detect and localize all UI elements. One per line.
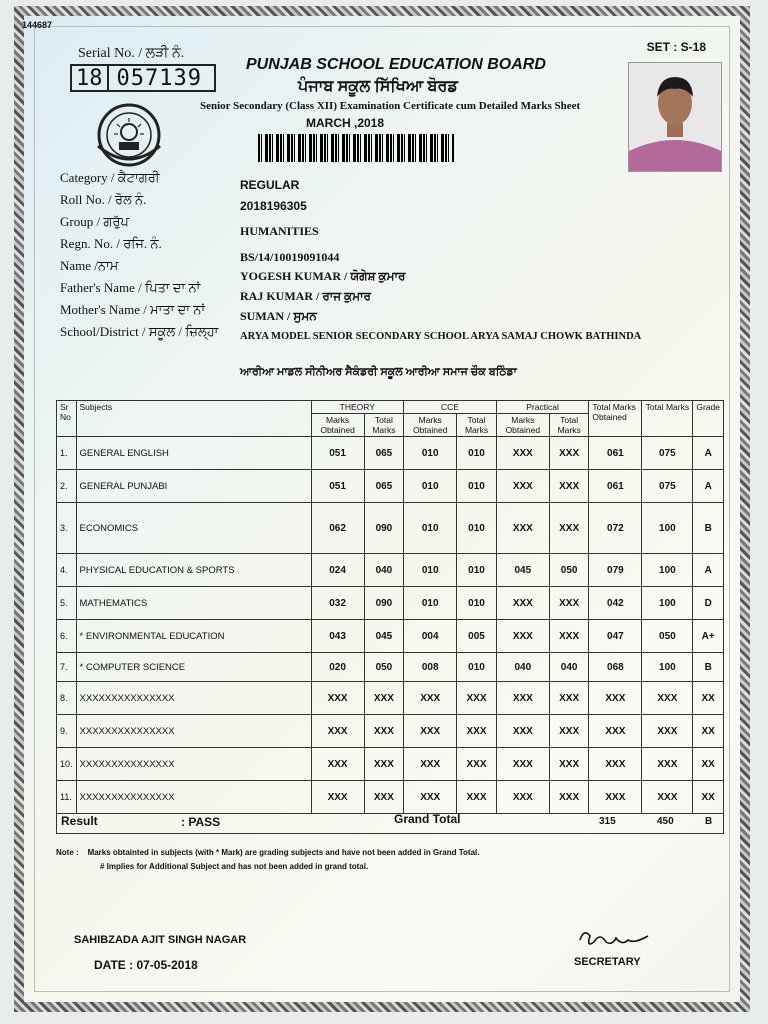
cell-th-t: 040 [364, 554, 403, 587]
cell-th-o: 020 [311, 653, 364, 682]
cell-th-t: XXX [364, 748, 403, 781]
cell-cce-o: 010 [404, 554, 457, 587]
exam-session: MARCH ,2018 [306, 116, 385, 130]
issue-place: SAHIBZADA AJIT SINGH NAGAR [74, 934, 247, 946]
barcode [258, 134, 454, 162]
cell-pr-t: XXX [549, 587, 588, 620]
student-portrait-icon [629, 63, 721, 171]
cell-pr-t: 040 [549, 653, 588, 682]
cell-tot-o: 068 [589, 653, 642, 682]
field-label: School/District / ਸਕੂਲ / ਜ਼ਿਲ੍ਹਾ [60, 324, 219, 339]
result-label: Result [61, 814, 98, 828]
cell-cce-t: XXX [457, 781, 496, 814]
grand-total-label: Grand Total [394, 812, 461, 826]
cell-cce-o: XXX [404, 682, 457, 715]
cell-cce-t: 010 [457, 503, 496, 554]
cell-pr-t: XXX [549, 682, 588, 715]
cell-subject: GENERAL PUNJABI [76, 470, 311, 503]
cell-sr-no: 5. [57, 587, 77, 620]
cell-tot-o: XXX [589, 781, 642, 814]
overall-grade: B [705, 816, 713, 827]
cell-tot: XXX [642, 682, 693, 715]
cell-subject: * ENVIRONMENTAL EDUCATION [76, 620, 311, 653]
header-subjects: Subjects [76, 401, 311, 437]
cell-th-t: 090 [364, 503, 403, 554]
board-name-punjabi: ਪੰਜਾਬ ਸਕੂਲ ਸਿੱਖਿਆ ਬੋਰਡ [298, 78, 458, 95]
cell-cce-o: 008 [404, 653, 457, 682]
header-cce: CCE [404, 401, 497, 414]
cell-pr-o: XXX [496, 781, 549, 814]
field-value: ARYA MODEL SENIOR SECONDARY SCHOOL ARYA SAMAJ CHOWK BATHINDA [240, 331, 642, 342]
marks-table [56, 400, 724, 814]
secretary-signature-icon [576, 926, 652, 952]
cell-pr-o: XXX [496, 748, 549, 781]
cell-grade: B [693, 653, 724, 682]
cell-pr-t: XXX [549, 437, 588, 470]
cell-tot: 100 [642, 503, 693, 554]
cell-grade: A [693, 470, 724, 503]
cell-th-o: XXX [311, 682, 364, 715]
header-theory-obtained: Marks Obtained [311, 414, 364, 437]
school-name-punjabi: ਆਰੀਆ ਮਾਡਲ ਸੀਨੀਅਰ ਸੈਕੰਡਰੀ ਸਕੂਲ ਆਰੀਆ ਸਮਾਜ ਚੌਕ ਬਠਿੰਡਾ [240, 366, 517, 378]
table-row [57, 587, 724, 620]
student-photo [628, 62, 722, 172]
cell-subject: XXXXXXXXXXXXXXX [76, 682, 311, 715]
cell-cce-o: XXX [404, 715, 457, 748]
note-prefix: Note : [56, 848, 79, 857]
serial-number-box [70, 64, 216, 92]
cell-cce-o: 010 [404, 470, 457, 503]
cell-th-t: XXX [364, 781, 403, 814]
cell-pr-t: XXX [549, 503, 588, 554]
field-label: Name /ਨਾਮ [60, 258, 119, 273]
note-line-2: # Implies for Additional Subject and has not been added in grand total. [100, 862, 369, 871]
exam-title: Senior Secondary (Class XII) Examination Certificate cum Detailed Marks Sheet [200, 100, 581, 112]
header-sr-no: Sr No [57, 401, 77, 437]
field-value: YOGESH KUMAR / ਯੋਗੇਸ਼ ਕੁਮਾਰ [240, 269, 406, 283]
cell-pr-o: 045 [496, 554, 549, 587]
cell-cce-t: 010 [457, 437, 496, 470]
cell-tot-o: 072 [589, 503, 642, 554]
cell-sr-no: 3. [57, 503, 77, 554]
cell-subject: XXXXXXXXXXXXXXX [76, 715, 311, 748]
serial-number: 057139 [116, 65, 202, 91]
cell-th-o: XXX [311, 781, 364, 814]
cell-grade: D [693, 587, 724, 620]
cell-tot: 075 [642, 437, 693, 470]
cell-pr-t: XXX [549, 620, 588, 653]
cell-tot-o: 061 [589, 470, 642, 503]
cell-th-o: 051 [311, 470, 364, 503]
set-code: SET : S-18 [646, 40, 706, 54]
cell-subject: MATHEMATICS [76, 587, 311, 620]
header-theory-total: Total Marks [364, 414, 403, 437]
cell-sr-no: 2. [57, 470, 77, 503]
cell-cce-o: 010 [404, 503, 457, 554]
cell-cce-t: XXX [457, 715, 496, 748]
table-row [57, 715, 724, 748]
header-total-obtained: Total Marks Obtained [589, 401, 642, 437]
cell-grade: XX [693, 682, 724, 715]
field-value: RAJ KUMAR / ਰਾਜ ਕੁਮਾਰ [240, 289, 371, 303]
cell-grade: B [693, 503, 724, 554]
field-label: Category / ਕੈਟਾਗਰੀ [60, 170, 160, 185]
cell-tot-o: 079 [589, 554, 642, 587]
result-value: : PASS [181, 815, 221, 829]
cell-pr-t: XXX [549, 748, 588, 781]
cell-tot: 100 [642, 554, 693, 587]
cell-pr-o: XXX [496, 620, 549, 653]
cell-pr-o: 040 [496, 653, 549, 682]
cell-cce-t: XXX [457, 682, 496, 715]
cell-tot-o: XXX [589, 748, 642, 781]
cell-th-t: 045 [364, 620, 403, 653]
cell-pr-o: XXX [496, 470, 549, 503]
cell-th-o: 043 [311, 620, 364, 653]
field-label: Group / ਗਰੁੱਪ [60, 214, 129, 229]
cell-th-o: 024 [311, 554, 364, 587]
grand-total-marks: 450 [657, 816, 674, 827]
cell-th-o: 062 [311, 503, 364, 554]
table-row [57, 437, 724, 470]
serial-prefix: 18 [72, 66, 109, 90]
cell-sr-no: 4. [57, 554, 77, 587]
cell-pr-t: XXX [549, 781, 588, 814]
cell-pr-o: XXX [496, 503, 549, 554]
header-practical: Practical [496, 401, 589, 414]
cell-cce-t: XXX [457, 748, 496, 781]
note-line-1 [56, 848, 479, 857]
table-row [57, 503, 724, 554]
cell-tot: XXX [642, 781, 693, 814]
cell-sr-no: 6. [57, 620, 77, 653]
header-practical-total: Total Marks [549, 414, 588, 437]
cell-pr-o: XXX [496, 437, 549, 470]
cell-tot-o: 061 [589, 437, 642, 470]
cell-pr-o: XXX [496, 682, 549, 715]
cell-cce-o: 010 [404, 437, 457, 470]
field-value: BS/14/10019091044 [240, 250, 340, 264]
cell-tot: 100 [642, 653, 693, 682]
note-text-1: Marks obtainted in subjects (with * Mark) are grading subjects and have not been added in Grand Total. [87, 848, 480, 857]
cell-subject: XXXXXXXXXXXXXXX [76, 781, 311, 814]
cell-tot-o: 042 [589, 587, 642, 620]
cell-th-t: 090 [364, 587, 403, 620]
header-cce-obtained: Marks Obtained [404, 414, 457, 437]
cell-tot: XXX [642, 748, 693, 781]
cell-sr-no: 8. [57, 682, 77, 715]
secretary-title: SECRETARY [574, 956, 641, 968]
header-cce-total: Total Marks [457, 414, 496, 437]
cell-th-o: XXX [311, 715, 364, 748]
cell-th-o: 051 [311, 437, 364, 470]
cell-sr-no: 9. [57, 715, 77, 748]
cell-tot: 050 [642, 620, 693, 653]
grand-total-obtained: 315 [599, 816, 616, 827]
cell-pr-t: XXX [549, 470, 588, 503]
cell-subject: ECONOMICS [76, 503, 311, 554]
table-row [57, 620, 724, 653]
cell-subject: PHYSICAL EDUCATION & SPORTS [76, 554, 311, 587]
cell-subject: XXXXXXXXXXXXXXX [76, 748, 311, 781]
board-seal-icon [92, 102, 166, 168]
cell-tot-o: 047 [589, 620, 642, 653]
cell-cce-t: 010 [457, 587, 496, 620]
cell-sr-no: 1. [57, 437, 77, 470]
cell-cce-o: XXX [404, 781, 457, 814]
cell-th-o: 032 [311, 587, 364, 620]
result-row [56, 806, 724, 834]
board-name-english: PUNJAB SCHOOL EDUCATION BOARD [246, 56, 546, 73]
table-row [57, 653, 724, 682]
header-total-marks: Total Marks [642, 401, 693, 437]
cell-sr-no: 7. [57, 653, 77, 682]
cell-cce-o: 004 [404, 620, 457, 653]
cell-th-t: XXX [364, 715, 403, 748]
field-value: SUMAN / ਸੁਮਨ [240, 309, 317, 323]
cell-th-o: XXX [311, 748, 364, 781]
cell-cce-t: 005 [457, 620, 496, 653]
table-row [57, 470, 724, 503]
cell-grade: XX [693, 748, 724, 781]
issue-date: DATE : 07-05-2018 [94, 958, 198, 972]
cell-grade: XX [693, 781, 724, 814]
field-label: Father's Name / ਪਿਤਾ ਦਾ ਨਾਂ [60, 280, 201, 295]
cell-grade: A+ [693, 620, 724, 653]
cell-tot-o: XXX [589, 715, 642, 748]
cell-tot: XXX [642, 715, 693, 748]
cell-grade: A [693, 554, 724, 587]
cell-tot: 100 [642, 587, 693, 620]
cell-pr-o: XXX [496, 587, 549, 620]
field-value: 2018196305 [240, 199, 307, 213]
cell-subject: GENERAL ENGLISH [76, 437, 311, 470]
cell-subject: * COMPUTER SCIENCE [76, 653, 311, 682]
serial-label: Serial No. / ਲੜੀ ਨੰ. [78, 46, 185, 61]
header-theory: THEORY [311, 401, 404, 414]
field-label: Mother's Name / ਮਾਤਾ ਦਾ ਨਾਂ [60, 302, 206, 317]
cell-cce-t: 010 [457, 554, 496, 587]
cell-th-t: XXX [364, 682, 403, 715]
table-row [57, 682, 724, 715]
field-label: Regn. No. / ਰਜਿ. ਨੰ. [60, 236, 162, 251]
cell-sr-no: 10. [57, 748, 77, 781]
table-row [57, 748, 724, 781]
header-grade: Grade [693, 401, 724, 437]
field-value: REGULAR [240, 178, 300, 192]
cell-cce-t: 010 [457, 653, 496, 682]
header-practical-obtained: Marks Obtained [496, 414, 549, 437]
document-number: 144687 [22, 20, 53, 30]
cell-pr-t: 050 [549, 554, 588, 587]
field-value: HUMANITIES [240, 224, 319, 238]
cell-sr-no: 11. [57, 781, 77, 814]
cell-cce-t: 010 [457, 470, 496, 503]
cell-pr-o: XXX [496, 715, 549, 748]
cell-th-t: 065 [364, 470, 403, 503]
cell-grade: XX [693, 715, 724, 748]
field-label: Roll No. / ਰੋਲ ਨੰ. [60, 192, 147, 207]
cell-pr-t: XXX [549, 715, 588, 748]
cell-tot: 075 [642, 470, 693, 503]
table-row [57, 554, 724, 587]
cell-th-t: 065 [364, 437, 403, 470]
cell-cce-o: XXX [404, 748, 457, 781]
cell-th-t: 050 [364, 653, 403, 682]
cell-cce-o: 010 [404, 587, 457, 620]
cell-grade: A [693, 437, 724, 470]
cell-tot-o: XXX [589, 682, 642, 715]
